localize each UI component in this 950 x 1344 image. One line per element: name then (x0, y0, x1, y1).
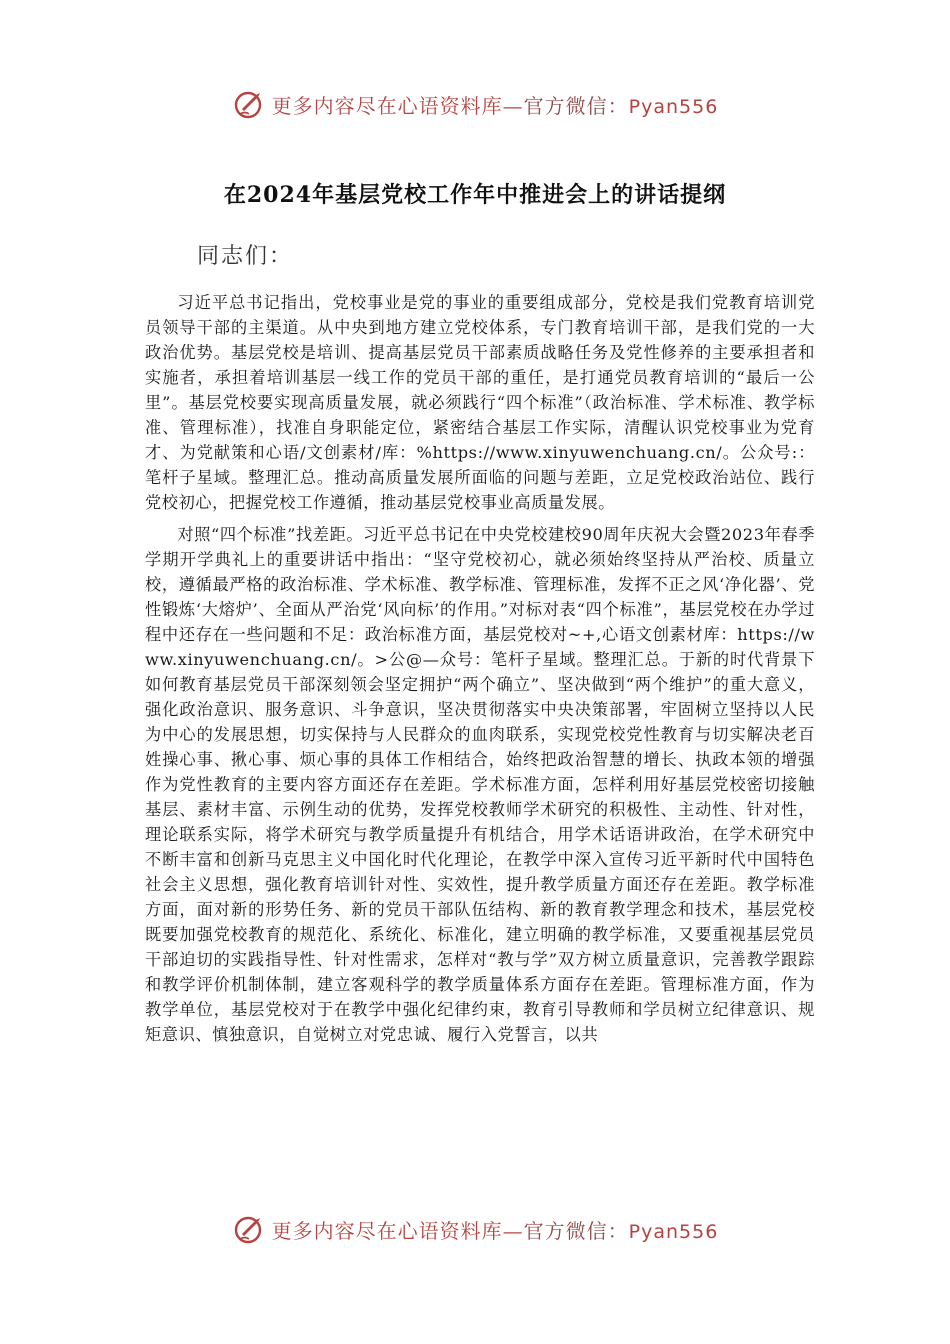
banner-main-text: 更多内容尽在心语资料库 (271, 93, 503, 118)
banner-dash: — (502, 93, 524, 118)
banner-text (272, 90, 719, 119)
pen-logo-icon (232, 1212, 266, 1246)
header-watermark-banner (0, 84, 950, 124)
banner-dash: — (502, 1218, 524, 1243)
document-title: 在2024年基层党校工作年中推进会上的讲话提纲 (223, 182, 727, 208)
banner-wechat-label: 官方微信： (523, 93, 629, 118)
banner-main-text: 更多内容尽在心语资料库 (271, 1218, 503, 1243)
banner-wechat-id: Pyan556 (628, 95, 719, 118)
greeting: 同志们： (197, 244, 294, 269)
pen-logo-icon (232, 87, 266, 121)
banner-content (232, 87, 719, 121)
footer-watermark-banner (0, 1209, 950, 1249)
paragraph-2: 对照“四个标准”找差距。习近平总书记在中央党校建校90周年庆祝大会暨2023年春季学期开学典礼上的重要讲话中指出：“坚守党校初心，就必须始终坚持从严治校、质量立校，遵循最严格的政治标准、学术标准、教学标准、管理标准，发挥不正之风‘净化器’、党性锻炼‘大熔炉’、全面从严治党‘风向标’的作用。”对标对表“四个标准”，基层党校在办学过程中还存在一些问题和不足：政治标准方面，基层党校对~+,心语文创素材库：https://www.xinyuwenchuang.cn/。>公@—众号：笔杆子星域。整理汇总。于新的时代背景下如何教育基层党员干部深刻领会坚定拥护“两个确立”、坚决做到“两个维护”的重大意义，强化政治意识、服务意识、斗争意识，坚决贯彻落实中央决策部署，牢固树立坚持以人民为中心的发展思想，切实保持与人民群众的血肉联系，实现党校党性教育与切实解决老百姓操心事、揪心事、烦心事的具体工作相结合，始终把政治智慧的增长、执政本领的增强作为党性教育的主要内容方面还存在差距。学术标准方面，怎样利用好基层党校密切接触基层、素材丰富、示例生动的优势，发挥党校教师学术研究的积极性、主动性、针对性，理论联系实际，将学术研究与教学质量提升有机结合，用学术话语讲政治，在学术研究中不断丰富和创新马克思主义中国化时代化理论，在教学中深入宣传习近平新时代中国特色社会主义思想，强化教育培训针对性、实效性，提升教学质量方面还存在差距。教学标准方面，面对新的形势任务、新的党员干部队伍结构、新的教育教学理念和技术，基层党校既要加强党校教育的规范化、系统化、标准化，建立明确的教学标准，又要重视基层党员干部迫切的实践指导性、针对性需求，怎样对“教与学”双方树立质量意识，完善教学跟踪和教学评价机制体制，建立客观科学的教学质量体系方面存在差距。管理标准方面，作为教学单位，基层党校对于在教学中强化纪律约束，教育引导教师和学员树立纪律意识、规矩意识、慎独意识，自觉树立对党忠诚、履行入党誓言，以共 (145, 525, 815, 1044)
paragraph-1: 习近平总书记指出，党校事业是党的事业的重要组成部分，党校是我们党教育培训党员领导干部的主渠道。从中央到地方建立党校体系，专门教育培训干部，是我们党的一大政治优势。基层党校是培训、提高基层党员干部素质战略任务及党性修养的主要承担者和实施者，承担着培训基层一线工作的党员干部的重任，是打通党员教育培训的“最后一公里”。基层党校要实现高质量发展，就必须践行“四个标准”（政治标准、学术标准、教学标准、管理标准），找准自身职能定位，紧密结合基层工作实际，清醒认识党校事业为党育才、为党献策和心语/文创素材/库：%https://www.xinyuwenchuang.cn/。公众号:：笔杆子星域。整理汇总。推动高质量发展所面临的问题与差距，立足党校政治站位、践行党校初心，把握党校工作遵循，推动基层党校事业高质量发展。 (145, 293, 815, 512)
document-body (145, 290, 815, 1054)
banner-wechat-id: Pyan556 (628, 1220, 719, 1243)
banner-text (272, 1215, 719, 1244)
banner-content (232, 1212, 719, 1246)
banner-wechat-label: 官方微信： (523, 1218, 629, 1243)
